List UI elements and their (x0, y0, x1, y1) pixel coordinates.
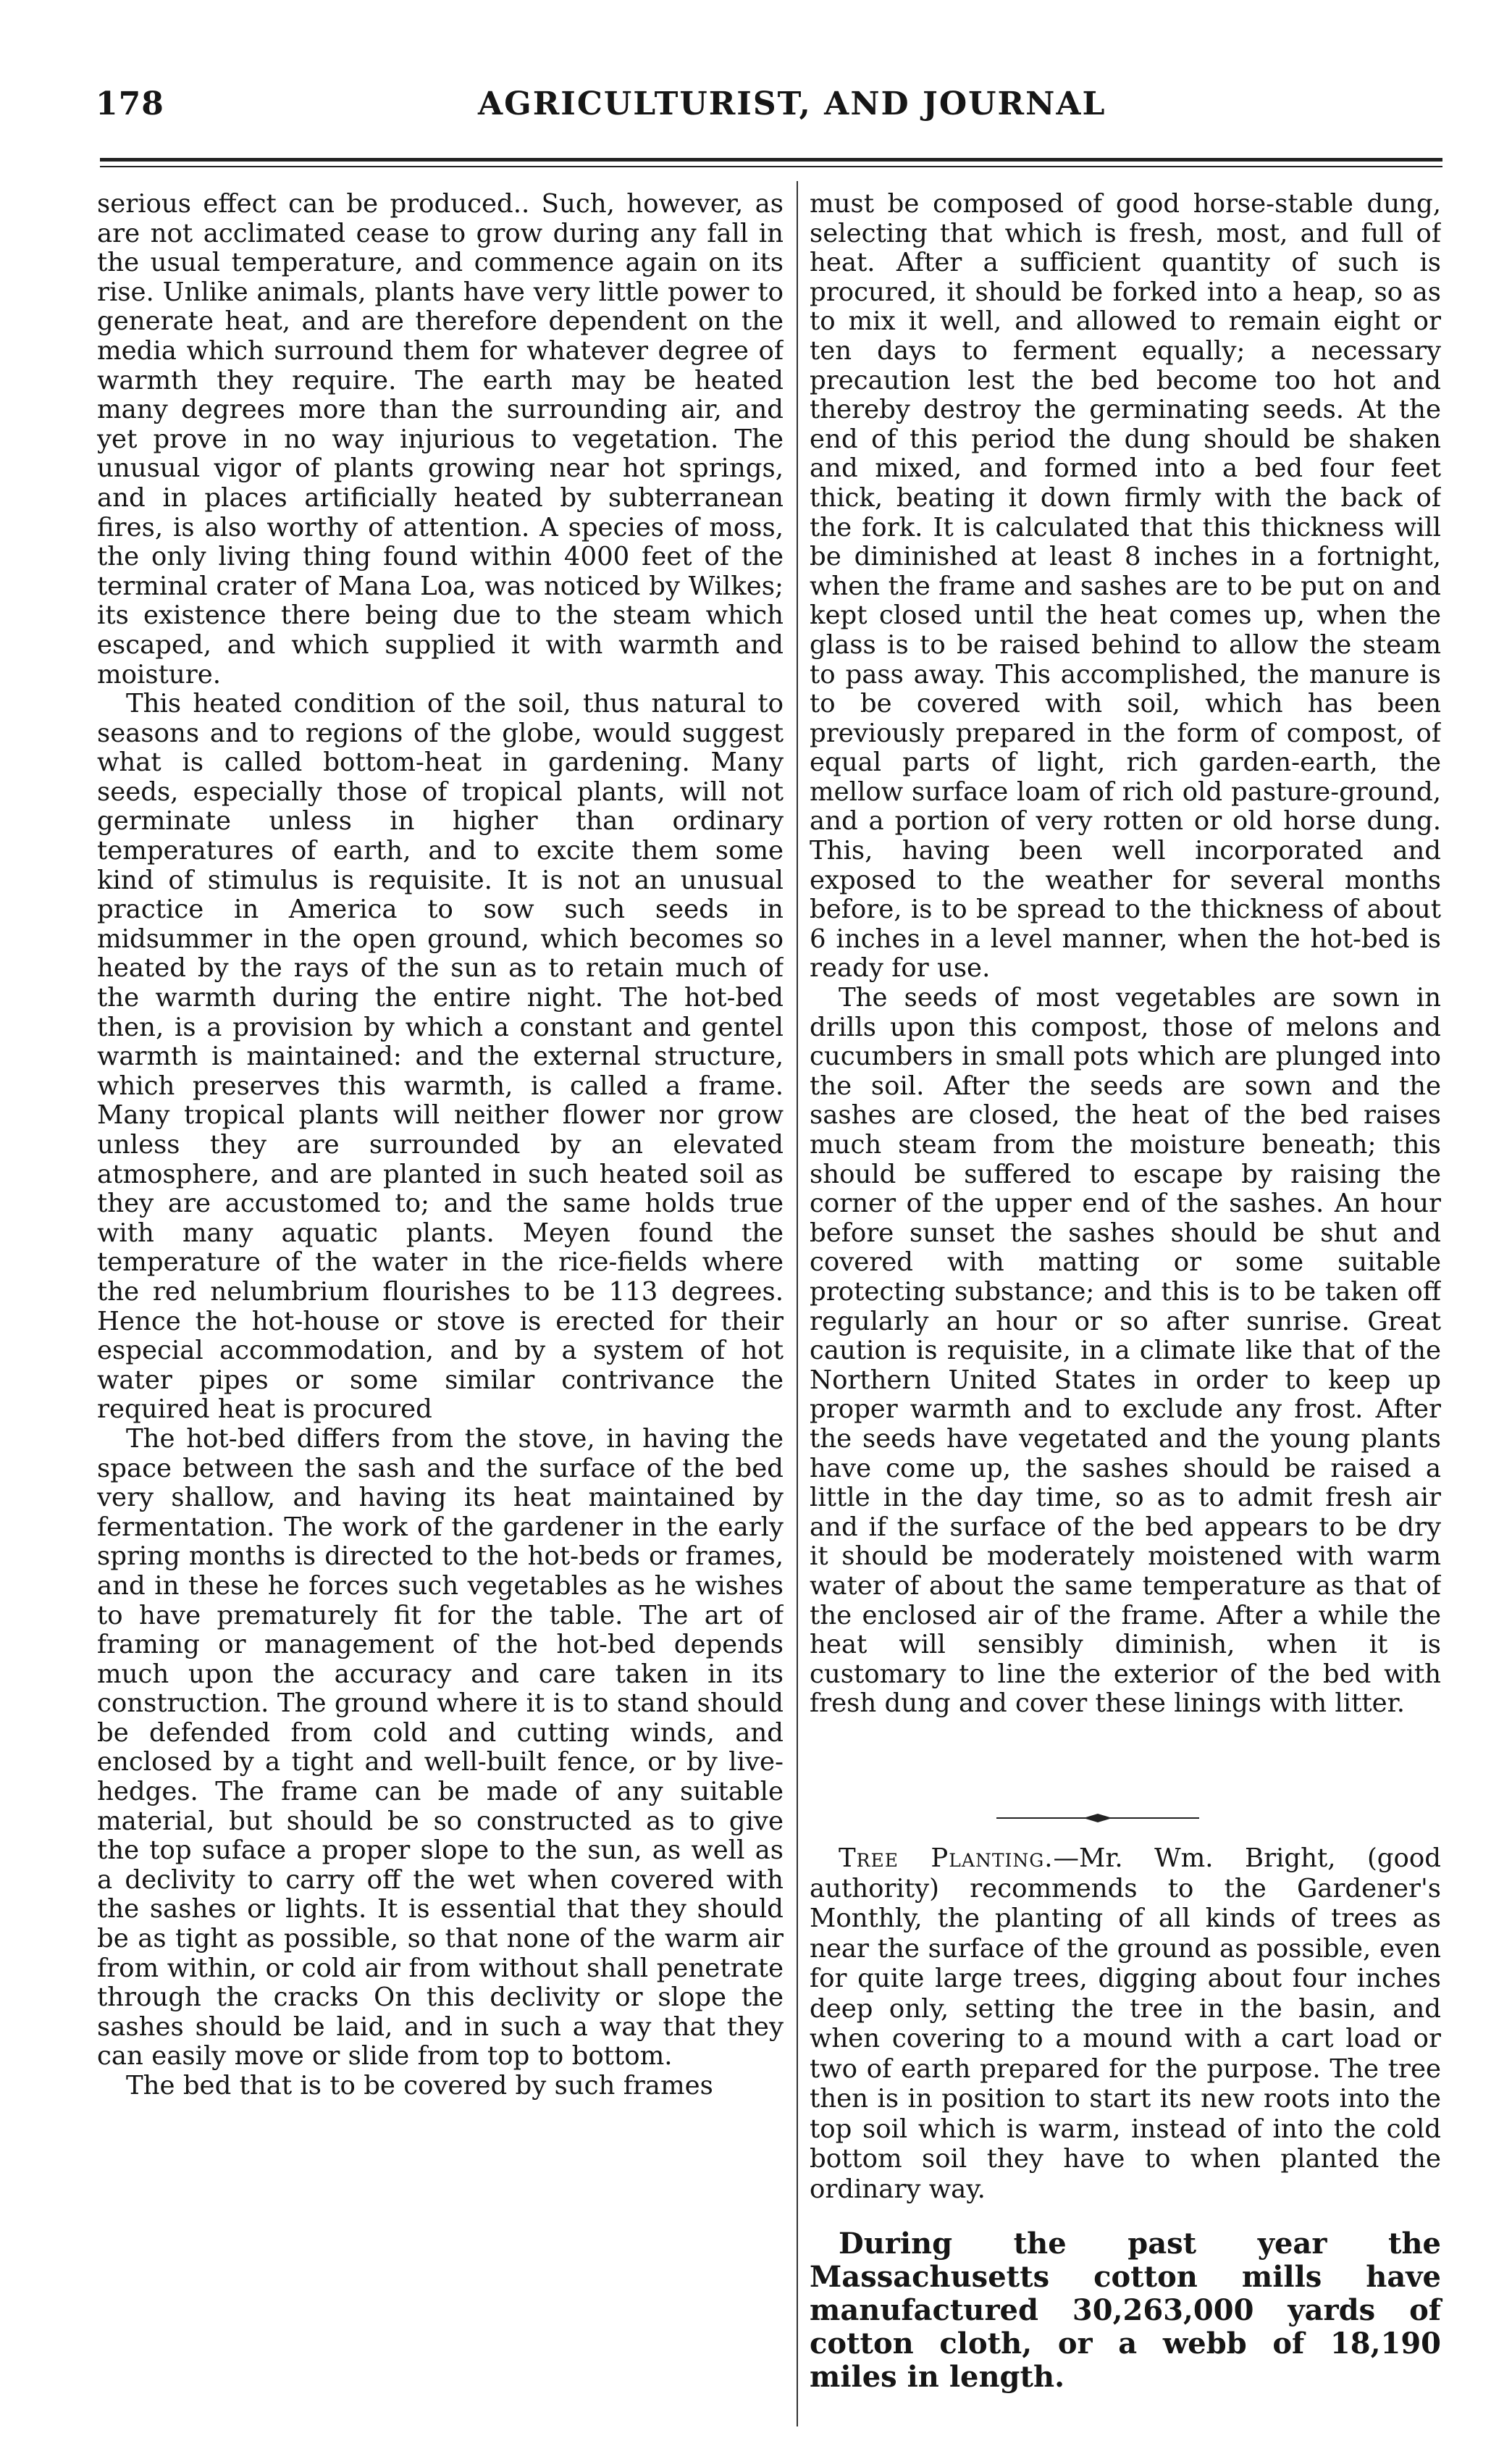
paragraph: The bed that is to be covered by such frames (126, 2071, 713, 2101)
article-body: —Mr. Wm. Bright, (good authority) recommends to the Gardener's Monthly, the planting of all kinds of trees as near the surface of the ground as possible, even for quite large trees, digging about four inches deep only, setting the tree in the basin, and when covering to a mound with a cart load or two of earth prepared for the purpose. The tree then is in position to start its new roots into the top soil which is warm, instead of into the cold bottom soil they have to when planted the ordinary way. (810, 1843, 1441, 2204)
right-column (810, 190, 1441, 1754)
header-rule (100, 158, 1442, 162)
running-head: AGRICULTURIST, AND JOURNAL (478, 85, 1106, 122)
page-number: 178 (96, 85, 164, 122)
paragraph: The seeds of most vegetables are sown in drills upon this compost, those of melons and cucumbers in small pots which are plunged into the soil. After the seeds are sown and the sashes are closed, the heat of the bed raises much steam from the moisture beneath; this should be suffered to escape by raising the corner of the upper end of the sashes. An hour before sunset the sashes should be shut and covered with matting or some suitable protecting substance; and this is to be taken off regularly an hour or so after sunrise. Great caution is requisite, in a climate like that of the Northern United States in order to keep up proper warmth and to exclude any frost. After the seeds have vegetated and the young plants have come up, the sashes should be raised a little in the day time, so as to admit fresh air and if the surface of the bed appears to be dry it should be moderately moistened with warm water of about the same temperature as that of the enclosed air of the frame. After a while the heat will sensibly diminish, when it is customary to line the exterior of the bed with fresh dung and cover these linings with litter. (810, 983, 1441, 1719)
article-heading: Tree Planting. (839, 1843, 1054, 1873)
paragraph: This heated condition of the soil, thus natural to seasons and to regions of the globe, would suggest what is called bottom-heat in gardening. Many seeds, especially those of tropical plants, will not germinate unless in higher than ordinary temperatures of earth, and to excite them some kind of stimulus is requisite. It is not an unusual practice in America to sow such seeds in midsummer in the open ground, which becomes so heated by the rays of the sun as to retain much of the warmth during the entire night. The hot-bed then, is a provision by which a constant and gentel warmth is maintained: and the external structure, which preserves this warmth, is called a frame. Many tropical plants will neither flower nor grow unless they are surrounded by an elevated atmosphere, and are planted in such heated soil as they are accustomed to; and the same holds true with many aquatic plants. Meyen found the temperature of the water in the rice-fields where the red nelumbrium flourishes to be 113 degrees. Hence the hot-house or stove is erected for their especial accommodation, and by a system of hot water pipes or some similar contrivance the required heat is procured (97, 689, 784, 1425)
paragraph: The hot-bed differs from the stove, in having the space between the sash and the surface of the bed very shallow, and having its heat maintained by fermentation. The work of the gardener in the early spring months is directed to the hot-beds or frames, and in these he forces such vegetables as he wishes to have prematurely fit for the table. The art of framing or management of the hot-bed depends much upon the accuracy and care taken in its construction. The ground where it is to stand should be defended from cold and cutting winds, and enclosed by a tight and well-built fence, or by live-hedges. The frame can be made of any suitable material, but should be so constructed as to give the top suface a proper slope to the sun, as well as a declivity to carry off the wet when covered with the sashes or lights. It is essential that they should be as tight as possible, so that none of the warm air from within, or cold air from without shall penetrate through the cracks On this declivity or slope the sashes should be laid, and in such a way that they can easily move or slide from top to bottom. (97, 1423, 784, 2072)
left-column (97, 190, 784, 2424)
paragraph: serious effect can be produced.. Such, however, as are not acclimated cease to grow during any fall in the usual temperature, and commence again on its rise. Unlike animals, plants have very little power to generate heat, and are therefore dependent on the media which surround them for whatever degree of warmth they require. The earth may be heated many degrees more than the surrounding air, and yet prove in no way injurious to vegetation. The unusual vigor of plants growing near hot springs, and in places artificially heated by subterranean fires, is also worthy of attention. A species of moss, the only living thing found within 4000 feet of the terminal crater of Mana Loa, was noticed by Wilkes; its existence there being due to the steam which escaped, and which supplied it with warmth and moisture. (97, 190, 784, 690)
section-ornament (996, 1814, 1199, 1822)
paragraph: must be composed of good horse-stable dung, selecting that which is fresh, most, and full of heat. After a sufficient quantity of such is procured, it should be forked into a heap, so as to mix it well, and allowed to remain eight or ten days to ferment equally; a necessary precaution lest the bed become too hot and thereby destroy the germinating seeds. At the end of this period the dung should be shaken and mixed, and formed into a bed four feet thick, beating it down firmly with the back of the fork. It is calculated that this thickness will be diminished at least 8 inches in a fortnight, when the frame and sashes are to be put on and kept closed until the heat comes up, when the glass is to be raised behind to allow the steam to pass away. This accomplished, the manure is to be covered with soil, which has been previously prepared in the form of compost, of equal parts of light, rich garden-earth, the mellow surface loam of rich old pasture-ground, and a portion of very rotten or old horse dung. This, having been well incorporated and exposed to the weather for several months before, is to be spread to the thickness of about 6 inches in a level manner, when the hot-bed is ready for use. (810, 190, 1441, 984)
column-divider (797, 181, 798, 2426)
cotton-note-text: During the past year the Massachusetts cotton mills have manufactured 30,263,000 yards of cotton cloth, or a webb of 18,190 miles in length. (810, 2227, 1441, 2394)
tree-planting-article (810, 1843, 1441, 2204)
header-rule-thin (100, 166, 1442, 167)
cotton-note (810, 2227, 1441, 2394)
